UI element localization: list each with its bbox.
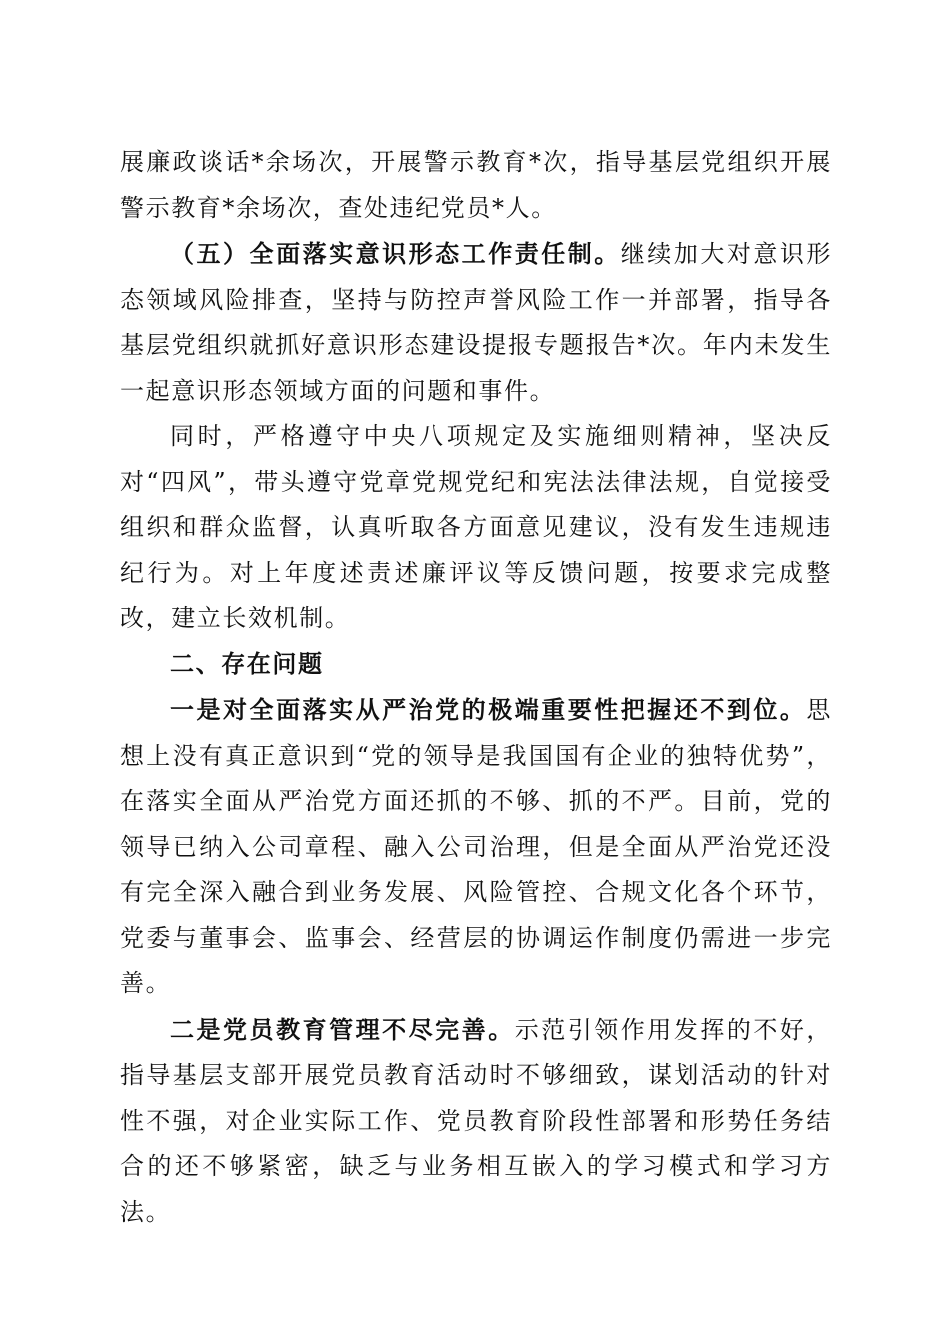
paragraph-3-text: 同时，严格遵守中央八项规定及实施细则精神，坚决反对“四风”，带头遵守党章党规党纪和宪法法律法规，自觉接受组织和群众监督，认真听取各方面意见建议，没有发生违规违纪行为。对上年度述责述廉评议等反馈问题，按要求完成整改，建立长效机制。 (120, 422, 832, 632)
paragraph-5-text: 示范引领作用发挥的不好，指导基层支部开展党员教育活动时不够细致，谋划活动的针对性不强，对企业实际工作、党员教育阶段性部署和形势任务结合的还不够紧密，缺乏与业务相互嵌入的学习模式和学习方法。 (120, 1015, 832, 1226)
paragraph-5 (120, 1007, 832, 1236)
paragraph-2-lead: （五）全面落实意识形态工作责任制。 (170, 239, 621, 268)
paragraph-4 (120, 687, 832, 1007)
paragraph-1 (120, 140, 832, 231)
paragraph-4-lead: 一是对全面落实从严治党的极端重要性把握还不到位。 (170, 695, 807, 724)
section-heading-2-text: 二、存在问题 (170, 649, 324, 678)
paragraph-2-text: 继续加大对意识形态领域风险排查，坚持与防控声誉风险工作一并部署，指导各基层党组织就抓好意识形态建设提报专题报告*次。年内未发生一起意识形态领域方面的问题和事件。 (120, 240, 832, 405)
paragraph-2 (120, 231, 832, 414)
document-body (120, 140, 832, 1235)
paragraph-5-lead: 二是党员教育管理不尽完善。 (170, 1014, 515, 1044)
paragraph-1-text: 展廉政谈话*余场次，开展警示教育*次，指导基层党组织开展警示教育*余场次，查处违纪党员*人。 (120, 148, 832, 222)
paragraph-3 (120, 414, 832, 642)
paragraph-4-text: 思想上没有真正意识到“党的领导是我国国有企业的独特优势”，在落实全面从严治党方面还抓的不够、抓的不严。目前，党的领导已纳入公司章程、融入公司治理，但是全面从严治党还没有完全深入融合到业务发展、风险管控、合规文化各个环节，党委与董事会、监事会、经营层的协调运作制度仍需进一步完善。 (120, 696, 832, 997)
section-heading-2 (120, 642, 832, 688)
